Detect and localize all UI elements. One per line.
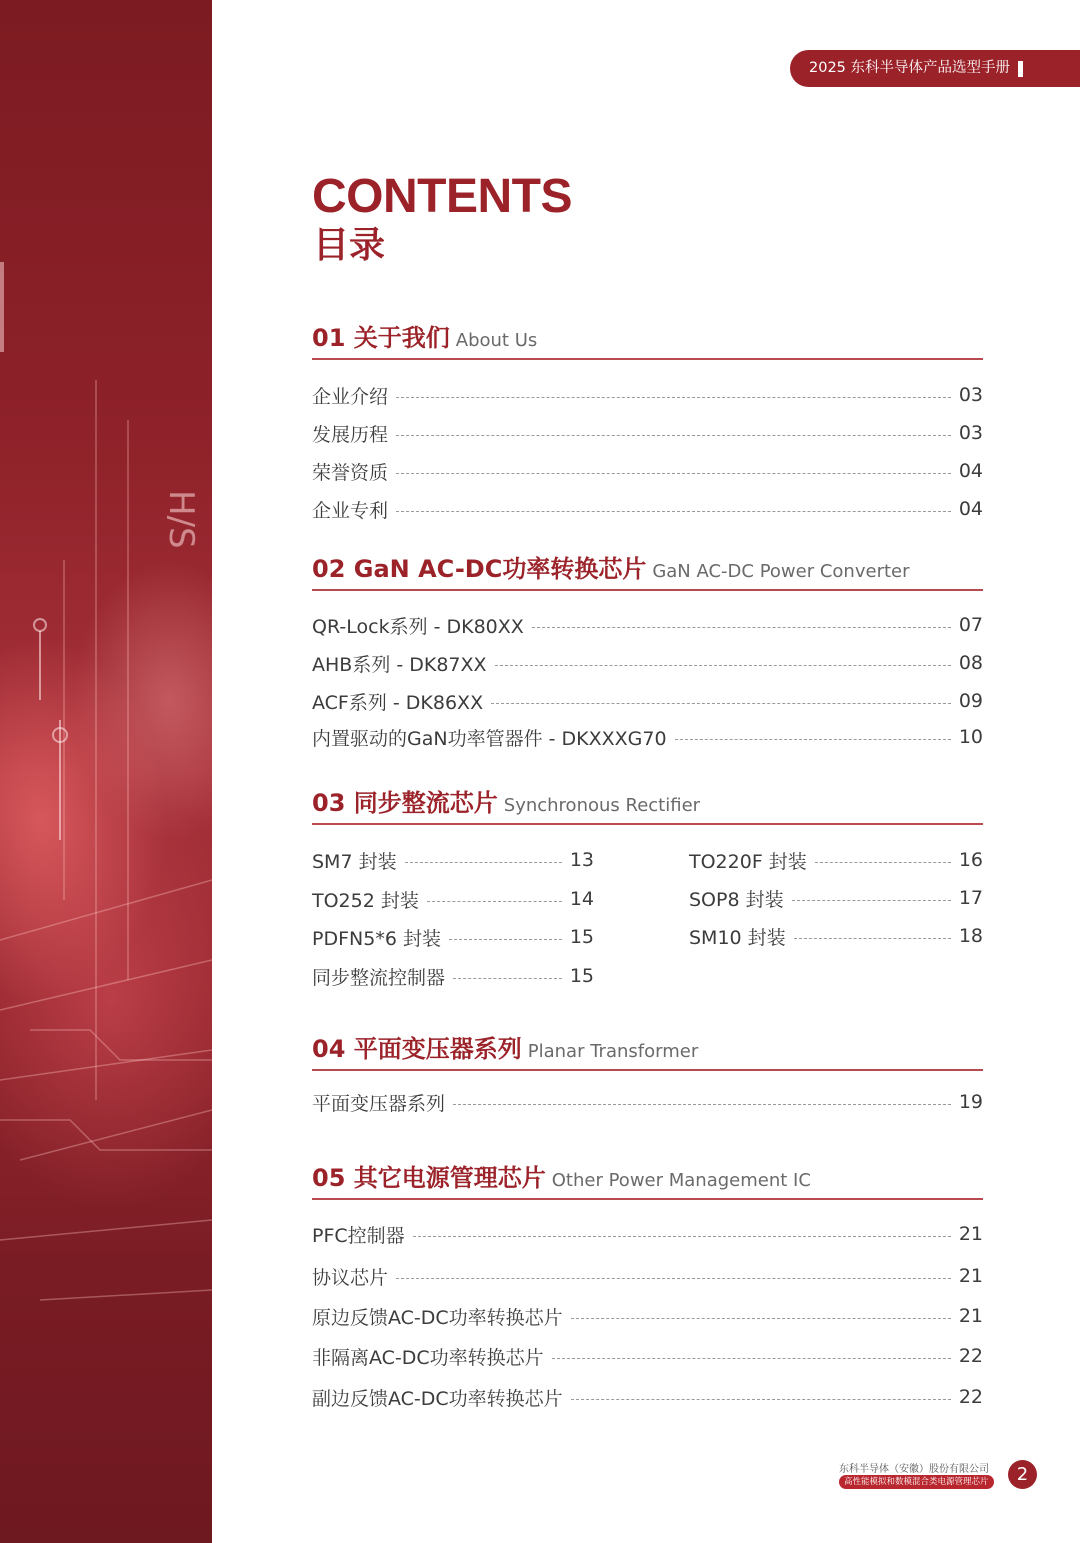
- toc-entry-page: 03: [958, 422, 983, 444]
- toc-entry-page: 19: [958, 1091, 983, 1113]
- toc-entry-page: 22: [958, 1345, 983, 1367]
- section-title-cn: 03 同步整流芯片: [312, 789, 498, 817]
- dotted-leader: [491, 703, 951, 704]
- section-divider: [312, 1069, 983, 1071]
- toc-entry[interactable]: [312, 1382, 983, 1412]
- toc-entry[interactable]: [312, 648, 983, 678]
- section-title-cn: 04 平面变压器系列: [312, 1035, 522, 1063]
- toc-entry[interactable]: [312, 610, 983, 640]
- decorative-circuit-image: [0, 0, 212, 1543]
- dotted-leader: [396, 511, 951, 512]
- toc-entry-label: SM10 封装: [689, 926, 786, 949]
- toc-entry-page: 09: [958, 690, 983, 712]
- dotted-leader: [532, 627, 951, 628]
- toc-entry-label: TO220F 封装: [689, 850, 807, 873]
- toc-entry-label: 平面变压器系列: [312, 1092, 446, 1115]
- dotted-leader: [427, 901, 562, 902]
- toc-entry-label: PDFN5*6 封装: [312, 927, 441, 950]
- section-title-cn: 05 其它电源管理芯片: [312, 1164, 546, 1192]
- toc-entry-label: 企业专利: [312, 499, 389, 522]
- toc-entry-label: 荣誉资质: [312, 461, 389, 484]
- toc-entry-page: 22: [958, 1386, 983, 1408]
- toc-entry-page: 13: [569, 849, 594, 871]
- toc-entry[interactable]: [689, 921, 983, 951]
- dotted-leader: [552, 1358, 951, 1359]
- header-tag-text: 2025 东科半导体产品选型手册: [809, 60, 1011, 76]
- toc-entry-page: 14: [569, 888, 594, 910]
- toc-entry[interactable]: [312, 380, 983, 410]
- toc-entry-label: SM7 封装: [312, 850, 397, 873]
- toc-entry-page: 10: [958, 726, 983, 748]
- toc-entry-label: 发展历程: [312, 423, 389, 446]
- toc-entry[interactable]: [312, 1219, 983, 1249]
- section-heading-other-power-ic[interactable]: [312, 1158, 811, 1193]
- dotted-leader: [571, 1318, 951, 1319]
- section-title-en: GaN AC-DC Power Converter: [652, 561, 910, 582]
- toc-entry-label: 原边反馈AC-DC功率转换芯片: [312, 1306, 563, 1329]
- dotted-leader: [413, 1236, 951, 1237]
- toc-entry[interactable]: [312, 845, 594, 875]
- dotted-leader: [495, 665, 951, 666]
- toc-entry[interactable]: [312, 1087, 983, 1117]
- section-title-cn: 02 GaN AC-DC功率转换芯片: [312, 555, 647, 583]
- toc-entry[interactable]: [312, 722, 983, 752]
- toc-entry-page: 15: [569, 926, 594, 948]
- toc-entry-label: 副边反馈AC-DC功率转换芯片: [312, 1387, 563, 1410]
- dotted-leader: [396, 473, 951, 474]
- toc-entry-label: TO252 封装: [312, 889, 419, 912]
- toc-entry-label: 企业介绍: [312, 385, 389, 408]
- toc-entry[interactable]: [312, 884, 594, 914]
- dotted-leader: [453, 1104, 951, 1105]
- section-title-en: Synchronous Rectifier: [503, 795, 701, 816]
- section-divider: [312, 358, 983, 360]
- toc-entry[interactable]: [689, 883, 983, 913]
- toc-entry[interactable]: [312, 1301, 983, 1331]
- toc-entry-page: 21: [958, 1305, 983, 1327]
- toc-entry[interactable]: [312, 961, 594, 991]
- toc-entry-label: ACF系列 - DK86XX: [312, 691, 484, 714]
- toc-entry-page: 18: [958, 925, 983, 947]
- contents-title: CONTENTS: [312, 170, 572, 223]
- handbook-header-tag: [790, 50, 1080, 87]
- toc-entry[interactable]: [689, 845, 983, 875]
- toc-entry[interactable]: [312, 456, 983, 486]
- section-title-en: About Us: [455, 330, 538, 351]
- dotted-leader: [675, 739, 951, 740]
- toc-entry-label: 非隔离AC-DC功率转换芯片: [312, 1346, 544, 1369]
- toc-entry-page: 03: [958, 384, 983, 406]
- toc-entry[interactable]: [312, 494, 983, 524]
- section-divider: [312, 1198, 983, 1200]
- page-number-badge: 2: [1008, 1460, 1037, 1489]
- toc-entry-page: 16: [958, 849, 983, 871]
- section-heading-gan-converter[interactable]: [312, 549, 910, 584]
- footer-company-name: 东科半导体（安徽）股份有限公司: [839, 1464, 989, 1475]
- header-bar-mark: [1018, 61, 1023, 77]
- toc-entry-page: 15: [569, 965, 594, 987]
- side-glyph-text: H/S: [161, 490, 201, 549]
- toc-entry-label: SOP8 封装: [689, 888, 784, 911]
- section-heading-planar-transformer[interactable]: [312, 1029, 698, 1064]
- section-title-cn: 01 关于我们: [312, 324, 450, 352]
- section-divider: [312, 589, 983, 591]
- section-heading-sync-rectifier[interactable]: [312, 783, 700, 818]
- dotted-leader: [794, 938, 951, 939]
- toc-entry[interactable]: [312, 1261, 983, 1291]
- dotted-leader: [792, 900, 951, 901]
- toc-entry-page: 17: [958, 887, 983, 909]
- dotted-leader: [405, 862, 562, 863]
- footer-tagline: 高性能模拟和数模混合类电源管理芯片: [839, 1475, 994, 1489]
- toc-entry[interactable]: [312, 686, 983, 716]
- section-title-en: Planar Transformer: [527, 1041, 699, 1062]
- dotted-leader: [396, 1278, 951, 1279]
- toc-entry-page: 04: [958, 460, 983, 482]
- dotted-leader: [571, 1399, 951, 1400]
- dotted-leader: [815, 862, 951, 863]
- contents-title-cn: 目录: [313, 225, 386, 266]
- toc-entry-label: 内置驱动的GaN功率管器件 - DKXXXG70: [312, 727, 667, 750]
- toc-entry[interactable]: [312, 1341, 983, 1371]
- toc-entry[interactable]: [312, 922, 594, 952]
- dotted-leader: [396, 397, 951, 398]
- section-heading-about-us[interactable]: [312, 318, 537, 353]
- toc-entry-label: 同步整流控制器: [312, 966, 446, 989]
- section-title-en: Other Power Management IC: [551, 1170, 811, 1191]
- toc-entry-label: QR-Lock系列 - DK80XX: [312, 615, 524, 638]
- toc-entry-page: 04: [958, 498, 983, 520]
- dotted-leader: [396, 435, 951, 436]
- toc-entry-label: AHB系列 - DK87XX: [312, 653, 487, 676]
- toc-entry-label: 协议芯片: [312, 1266, 389, 1289]
- toc-entry[interactable]: [312, 418, 983, 448]
- dotted-leader: [453, 978, 562, 979]
- toc-entry-page: 21: [958, 1223, 983, 1245]
- toc-entry-page: 08: [958, 652, 983, 674]
- toc-entry-label: PFC控制器: [312, 1224, 405, 1247]
- section-divider: [312, 823, 983, 825]
- dotted-leader: [449, 939, 562, 940]
- toc-entry-page: 07: [958, 614, 983, 636]
- toc-entry-page: 21: [958, 1265, 983, 1287]
